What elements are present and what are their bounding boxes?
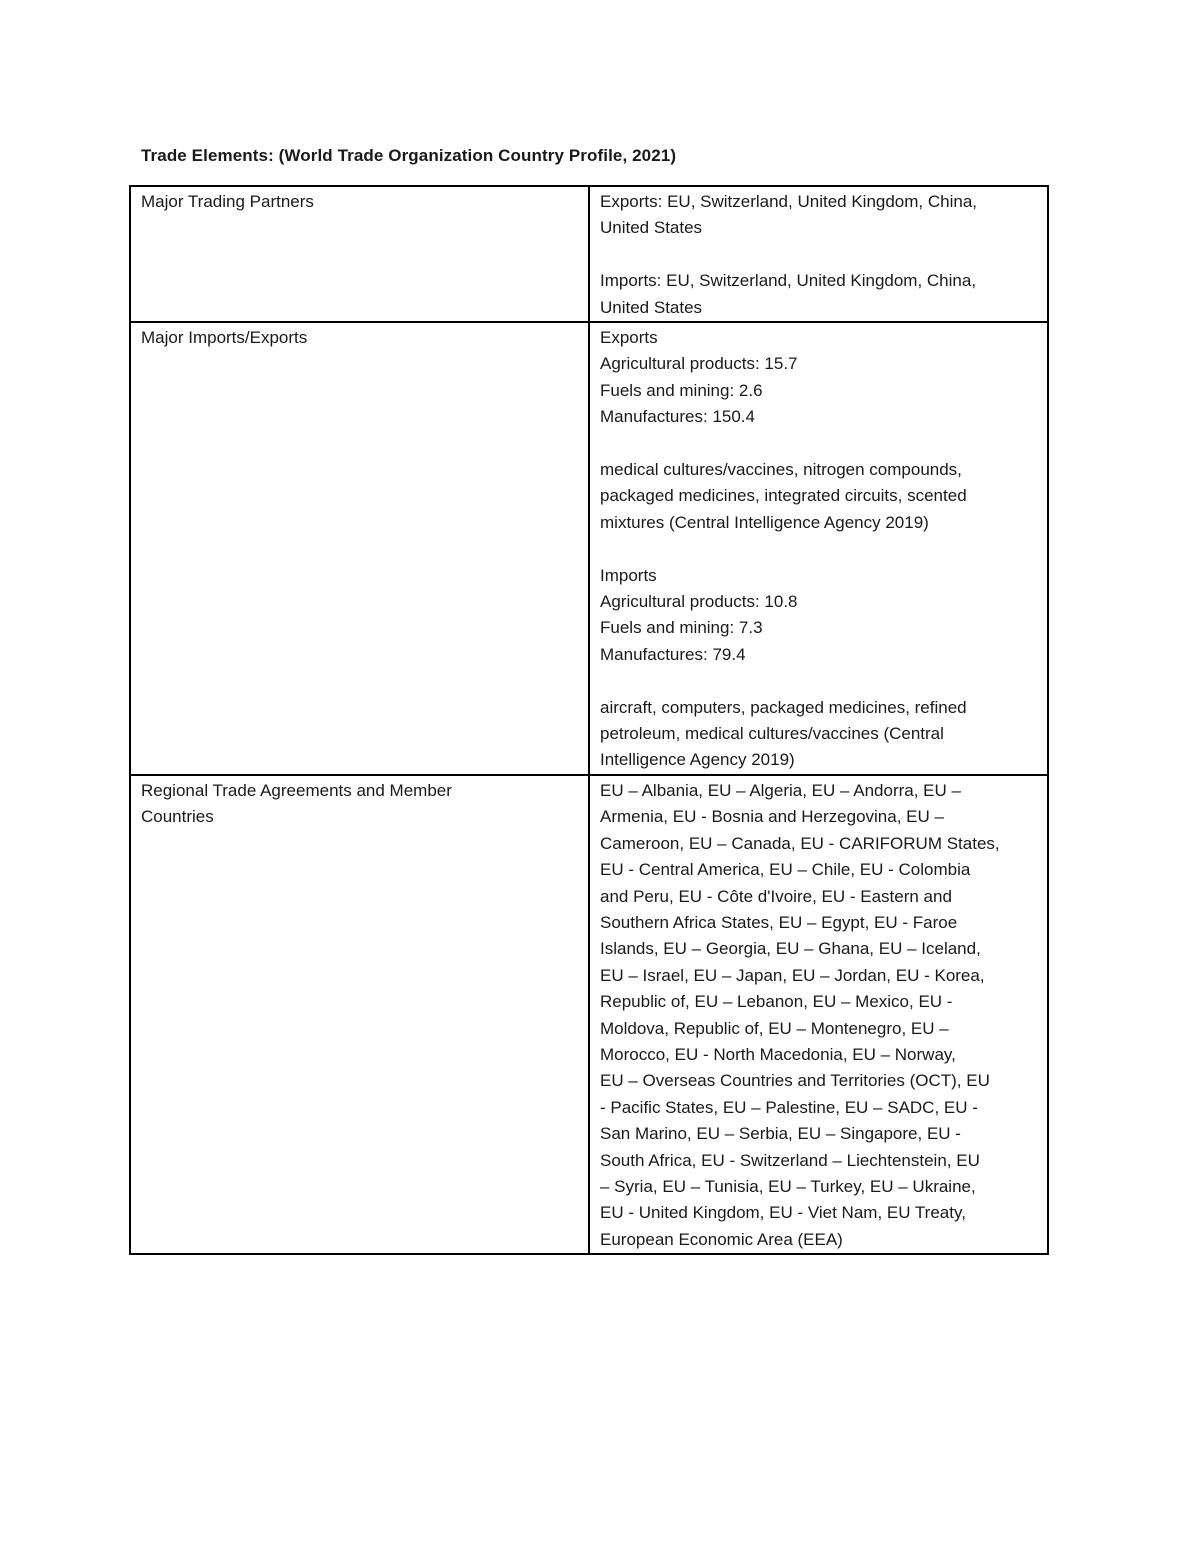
row-label-cell: [130, 186, 589, 322]
row-value-cell: [589, 775, 1048, 1254]
value-line: Imports: EU, Switzerland, United Kingdom, China,: [600, 271, 977, 291]
row-label-cell: [130, 322, 589, 775]
value-line: mixtures (Central Intelligence Agency 2019): [600, 512, 929, 532]
value-line: - Pacific States, EU – Palestine, EU – SADC, EU -: [600, 1097, 978, 1117]
value-line: – Syria, EU – Tunisia, EU – Turkey, EU – Ukraine,: [600, 1176, 976, 1196]
value-line: Imports: [600, 565, 657, 585]
value-line: United States: [600, 297, 703, 317]
value-line: EU – Albania, EU – Algeria, EU – Andorra, EU –: [600, 780, 961, 800]
row-label-cell: [130, 775, 589, 1254]
trade-elements-table: [129, 185, 1049, 1255]
value-line: Morocco, EU - North Macedonia, EU – Norway,: [600, 1044, 956, 1064]
value-line: EU - Central America, EU – Chile, EU - Colombia: [600, 860, 971, 880]
value-line: EU – Israel, EU – Japan, EU – Jordan, EU - Korea,: [600, 965, 985, 985]
blank-line: [600, 242, 1037, 268]
page-title: Trade Elements: (World Trade Organization Country Profile, 2021): [141, 146, 677, 165]
row-label: Regional Trade Agreements and Member: [141, 780, 452, 800]
row-label: Major Imports/Exports: [141, 328, 308, 348]
value-line: petroleum, medical cultures/vaccines (Central: [600, 724, 944, 744]
value-line: Agricultural products: 10.8: [600, 592, 798, 612]
table-body: [130, 186, 1048, 1254]
value-line: Fuels and mining: 7.3: [600, 618, 763, 638]
value-line: Exports: [600, 328, 658, 348]
value-line: packaged medicines, integrated circuits, scented: [600, 486, 967, 506]
value-line: San Marino, EU – Serbia, EU – Singapore, EU -: [600, 1124, 961, 1144]
value-line: aircraft, computers, packaged medicines, refined: [600, 697, 967, 717]
value-line: Exports: EU, Switzerland, United Kingdom, China,: [600, 192, 978, 211]
value-line: European Economic Area (EEA): [600, 1229, 843, 1249]
blank-line: [600, 536, 1037, 562]
value-line: EU – Overseas Countries and Territories (OCT), EU: [600, 1071, 990, 1091]
table-row: [130, 775, 1048, 1254]
blank-line: [600, 431, 1037, 457]
row-value-cell: [589, 322, 1048, 775]
value-line: Manufactures: 79.4: [600, 644, 746, 664]
value-line: Southern Africa States, EU – Egypt, EU - Faroe: [600, 912, 958, 932]
value-line: United States: [600, 218, 703, 238]
value-line: medical cultures/vaccines, nitrogen compounds,: [600, 460, 962, 480]
value-line: Islands, EU – Georgia, EU – Ghana, EU – Iceland,: [600, 939, 981, 959]
table-row: [130, 186, 1048, 322]
value-line: Manufactures: 150.4: [600, 407, 755, 427]
value-line: Agricultural products: 15.7: [600, 354, 798, 374]
value-line: Cameroon, EU – Canada, EU - CARIFORUM States,: [600, 833, 1000, 853]
value-line: Fuels and mining: 2.6: [600, 380, 763, 400]
value-line: South Africa, EU - Switzerland – Liechtenstein, EU: [600, 1150, 980, 1170]
value-line: Republic of, EU – Lebanon, EU – Mexico, EU -: [600, 992, 953, 1012]
row-label: Major Trading Partners: [141, 192, 314, 211]
value-line: Intelligence Agency 2019): [600, 750, 795, 770]
table-row: [130, 322, 1048, 775]
value-line: and Peru, EU - Côte d'Ivoire, EU - Eastern and: [600, 886, 952, 906]
blank-line: [600, 668, 1037, 694]
value-line: Armenia, EU - Bosnia and Herzegovina, EU –: [600, 807, 944, 827]
row-value-cell: [589, 186, 1048, 322]
value-line: Moldova, Republic of, EU – Montenegro, EU –: [600, 1018, 949, 1038]
value-line: EU - United Kingdom, EU - Viet Nam, EU Treaty,: [600, 1203, 966, 1223]
row-label: Countries: [141, 807, 214, 827]
